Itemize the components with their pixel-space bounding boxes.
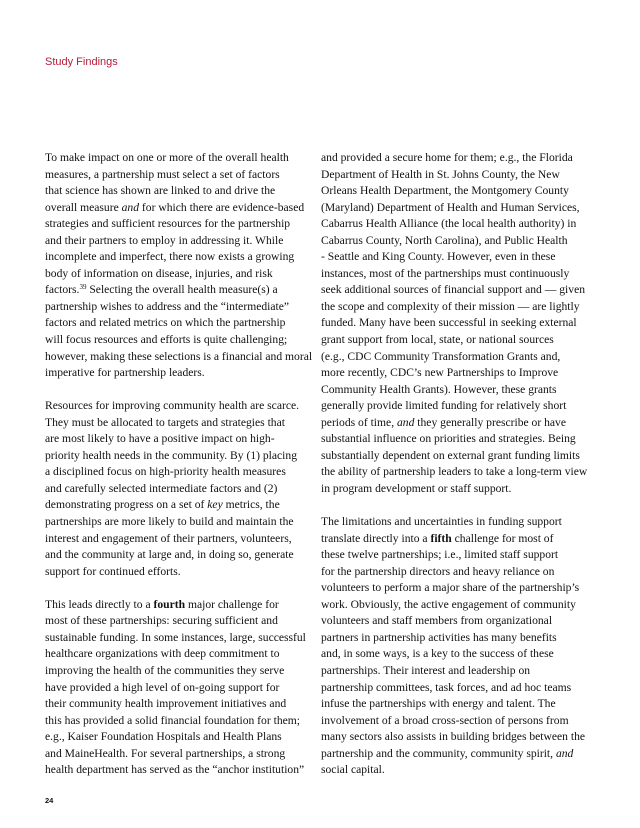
- text-line: are most likely to have a positive impact on high-: [45, 432, 275, 446]
- text-line: their community health improvement initiatives and: [45, 697, 287, 711]
- text-line: and MaineHealth. For several partnerships, a strong: [45, 746, 286, 760]
- text-line: strategies and sufficient resources for the partnership: [45, 217, 291, 231]
- text-line: periods of time, and they generally prescribe or have: [321, 415, 567, 429]
- text-line: partnership and the community, community spirit, and: [321, 746, 574, 760]
- text-line: and, in some ways, is a key to the success of these: [321, 647, 554, 661]
- text-line: grant support from local, state, or national sources: [321, 333, 554, 347]
- text-line: They must be allocated to targets and strategies that: [45, 415, 285, 429]
- emphasis: and: [555, 746, 574, 760]
- text-line: (e.g., CDC Community Transformation Grants and,: [321, 349, 561, 363]
- text-line: for the partnership directors and heavy reliance on: [321, 564, 555, 578]
- text-line: and provided a secure home for them; e.g., the Florida: [321, 151, 573, 164]
- text-line: e.g., Kaiser Foundation Hospitals and Health Plans: [45, 730, 282, 744]
- text-line: and their partners to employ in addressing it. While: [45, 233, 284, 247]
- text-line: Department of Health in St. Johns County, the New: [321, 167, 560, 181]
- text-line: partnership wishes to address and the “intermediate”: [45, 299, 290, 313]
- text-line: Cabarrus Health Alliance (the local health authority) in: [321, 217, 577, 231]
- text-line: the scope and complexity of their mission — are lightly: [321, 299, 580, 313]
- text-line: The limitations and uncertainties in funding support: [321, 515, 562, 529]
- text-line: these twelve partnerships; i.e., limited staff support: [321, 548, 559, 562]
- text-line: incomplete and imperfect, there now exists a growing: [45, 250, 295, 264]
- text-line: will focus resources and efforts is quite challenging;: [45, 333, 288, 347]
- text-line: funded. Many have been successful in seeking external: [321, 316, 577, 330]
- page-number: 24: [45, 796, 54, 805]
- text-line: imperative for partnership leaders.: [45, 366, 205, 380]
- text-line: partnerships are more likely to build and maintain the: [45, 515, 294, 529]
- text-line: however, making these selections is a financial and moral: [45, 349, 313, 363]
- text-line: interest and engagement of their partners, volunteers,: [45, 531, 292, 545]
- text-line: this has provided a solid financial foundation for them;: [45, 713, 301, 727]
- text-line: overall measure and for which there are evidence-based: [45, 200, 305, 214]
- text-line: substantial influence on priorities and strategies. Being: [321, 432, 576, 446]
- text-line: (Maryland) Department of Health and Human Services,: [321, 200, 580, 214]
- text-line: translate directly into a fifth challenge for most of: [321, 531, 554, 545]
- text-line: priority health needs in the community. By (1) placing: [45, 448, 297, 462]
- text-line: This leads directly to a fourth major challenge for: [45, 597, 279, 611]
- text-line: most of these partnerships: securing sufficient and: [45, 614, 278, 628]
- text-line: volunteers to perform a major share of the partnership’s: [321, 581, 580, 595]
- text-line: and the community at large and, in doing so, generate: [45, 548, 294, 562]
- text-line: support for continued efforts.: [45, 564, 181, 578]
- section-header: Study Findings: [45, 56, 118, 68]
- text-line: volunteers and staff members from organizational: [321, 614, 553, 628]
- text-line: more recently, CDC’s new Partnerships to Improve: [321, 366, 559, 380]
- text-line: Resources for improving community health are scarce.: [45, 399, 300, 413]
- text-line: Community Health Grants). However, these grants: [321, 382, 557, 396]
- text-line: sustainable funding. In some instances, large, successful: [45, 630, 306, 644]
- text-line: Cabarrus County, North Carolina), and Public Health: [321, 233, 568, 247]
- text-line: Orleans Health Department, the Montgomery County: [321, 184, 569, 198]
- text-line: factors.$^{39}$ Selecting the overall health measure(s) a: [45, 283, 278, 297]
- text-line: instances, most of the partnerships must continuously: [321, 266, 570, 280]
- paragraph: [45, 150, 315, 382]
- bold-text: fourth: [153, 597, 186, 611]
- text-line: partnership committees, task forces, and ad hoc teams: [321, 680, 572, 694]
- text-line: partners in partnership activities has many benefits: [321, 630, 557, 644]
- text-line: To make impact on one or more of the overall health: [45, 151, 289, 164]
- text-line: infuse the partnerships with energy and talent. The: [321, 697, 556, 711]
- emphasis: and: [121, 200, 140, 214]
- text-line: that science has shown are linked to and drive the: [45, 184, 276, 198]
- text-line: demonstrating progress on a set of key metrics, the: [45, 498, 280, 512]
- left-column: [45, 150, 315, 795]
- text-line: health department has served as the “anchor institution”: [45, 763, 305, 777]
- emphasis: and: [397, 415, 415, 429]
- text-line: substantially dependent on external grant funding limits: [321, 448, 580, 462]
- right-column: [321, 150, 597, 795]
- text-line: in program development or staff support.: [321, 481, 512, 495]
- text-line: measures, a partnership must select a set of factors: [45, 167, 280, 181]
- text-line: the ability of partnership leaders to take a long-term view: [321, 465, 588, 479]
- paragraph: [321, 150, 597, 497]
- text-line: body of information on disease, injuries, and risk: [45, 266, 273, 280]
- text-line: and carefully selected intermediate factors and (2): [45, 481, 278, 495]
- emphasis: key: [207, 498, 223, 512]
- text-line: improving the health of the communities they serve: [45, 663, 285, 677]
- text-line: involvement of a broad cross-section of persons from: [321, 713, 569, 727]
- text-line: - Seattle and King County. However, even in these: [321, 250, 556, 264]
- text-line: social capital.: [321, 763, 385, 777]
- text-line: have provided a high level of on-going support for: [45, 680, 280, 694]
- bold-text: fifth: [430, 531, 452, 545]
- footnote-ref: 39: [79, 283, 87, 292]
- text-line: many sectors also assists in building bridges between the: [321, 730, 586, 744]
- paragraph: [321, 514, 597, 779]
- text-line: partnerships. Their interest and leadership on: [321, 663, 531, 677]
- text-line: work. Obviously, the active engagement of community: [321, 597, 576, 611]
- text-line: healthcare organizations with deep commitment to: [45, 647, 280, 661]
- text-line: generally provide limited funding for relatively short: [321, 399, 567, 413]
- text-line: factors and related metrics on which the partnership: [45, 316, 286, 330]
- paragraph: [45, 398, 315, 580]
- text-line: a disciplined focus on high-priority health measures: [45, 465, 286, 479]
- paragraph: [45, 597, 315, 779]
- text-line: seek additional sources of financial support and — given: [321, 283, 586, 297]
